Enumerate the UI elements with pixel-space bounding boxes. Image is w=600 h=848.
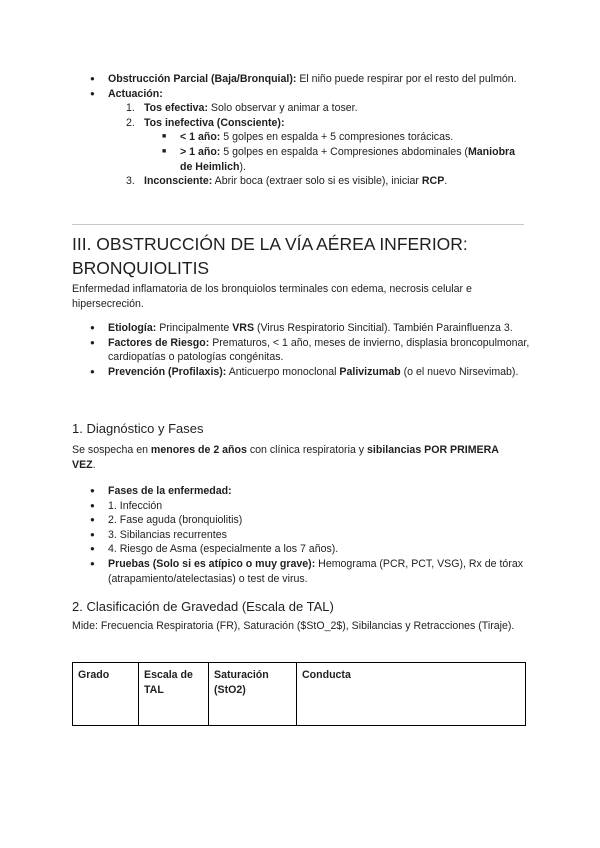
table-header-row — [73, 663, 526, 726]
horizontal-divider — [72, 224, 524, 225]
tos-inefectiva-substeps — [162, 130, 530, 174]
table-header-cell: Saturación (StO2) — [209, 663, 297, 726]
bronquiolitis-list — [90, 321, 530, 379]
list-item-etiologia: ● Etiología: Principalmente VRS (Virus Respiratorio Sincitial). También Parainfluenza 3. — [90, 321, 530, 336]
list-item-fase: ● 2. Fase aguda (bronquiolitis) — [90, 513, 530, 528]
table-header-cell: Grado — [73, 663, 139, 726]
table-header-cell: Conducta — [297, 663, 526, 726]
list-item-pruebas: ● Pruebas (Solo si es atípico o muy grave): Hemograma (PCR, PCT, VSG), Rx de tórax (atrapamiento/atelectasias) o test de virus. — [90, 557, 530, 586]
diagnostico-paragraph: Se sospecha en menores de 2 años con clínica respiratoria y sibilancias POR PRIMERA VEZ. — [72, 444, 499, 471]
list-item-actuacion: ● Actuación: 1. Tos efectiva: Solo observar y animar a toser. 2. Tos inefectiva (Consciente): ■ < 1 año: 5 golpes en espalda + 5 compresiones torácicas. ■ > 1 año: 5 golpes en espalda + Compresiones abdominales (Maniobra de Heimlich). 3. Inconsciente: Abrir boca (extraer solo si es visible), iniciar RCP. — [90, 87, 530, 189]
step-inconsciente: 3. Inconsciente: Abrir boca (extraer solo si es visible), iniciar RCP. — [126, 175, 448, 188]
list-item-fase: ● 1. Infección — [90, 499, 530, 514]
list-item-factores-riesgo: ● Factores de Riesgo: Prematuros, < 1 año, meses de invierno, displasia broncopulmonar, cardiopatías o patologías congénitas. — [90, 336, 530, 365]
substep-menor-1-ano: ■ < 1 año: 5 golpes en espalda + 5 compresiones torácicas. — [162, 130, 530, 145]
gravedad-heading: 2. Clasificación de Gravedad (Escala de TAL) — [72, 599, 334, 614]
step-tos-inefectiva: 2. Tos inefectiva (Consciente): ■ < 1 año: 5 golpes en espalda + 5 compresiones torácicas. ■ > 1 año: 5 golpes en espalda + Compresiones abdominales (Maniobra de Heimlich). — [126, 116, 530, 174]
list-item-fase: ● 4. Riesgo de Asma (especialmente a los 7 años). — [90, 542, 530, 557]
list-item-fases-label: ● Fases de la enfermedad: — [90, 484, 530, 499]
step-tos-efectiva: 1. Tos efectiva: Solo observar y animar a toser. — [126, 102, 358, 115]
tal-scale-table — [72, 662, 526, 726]
diagnostico-heading: 1. Diagnóstico y Fases — [72, 421, 204, 436]
table-header-cell: Escala de TAL — [139, 663, 209, 726]
substep-mayor-1-ano: ■ > 1 año: 5 golpes en espalda + Compresiones abdominales (Maniobra de Heimlich). — [162, 145, 530, 174]
fases-list — [90, 484, 530, 586]
list-item-prevencion: ● Prevención (Profilaxis): Anticuerpo monoclonal Palivizumab (o el nuevo Nirsevimab). — [90, 365, 530, 380]
obstruction-list — [90, 72, 530, 189]
gravedad-paragraph: Mide: Frecuencia Respiratoria (FR), Saturación ($StO_2$), Sibilancias y Retracciones (Tiraje). — [72, 620, 515, 632]
section-title: III. OBSTRUCCIÓN DE LA VÍA AÉREA INFERIOR: BRONQUIOLITIS — [72, 234, 468, 278]
list-item-fase: ● 3. Sibilancias recurrentes — [90, 528, 530, 543]
list-item-obstruccion-parcial: ● Obstrucción Parcial (Baja/Bronquial): El niño puede respirar por el resto del pulmón. — [90, 72, 530, 87]
section-intro: Enfermedad inflamatoria de los bronquiolos terminales con edema, necrosis celular e hipersecreción. — [72, 283, 472, 310]
actuacion-steps — [126, 101, 530, 189]
